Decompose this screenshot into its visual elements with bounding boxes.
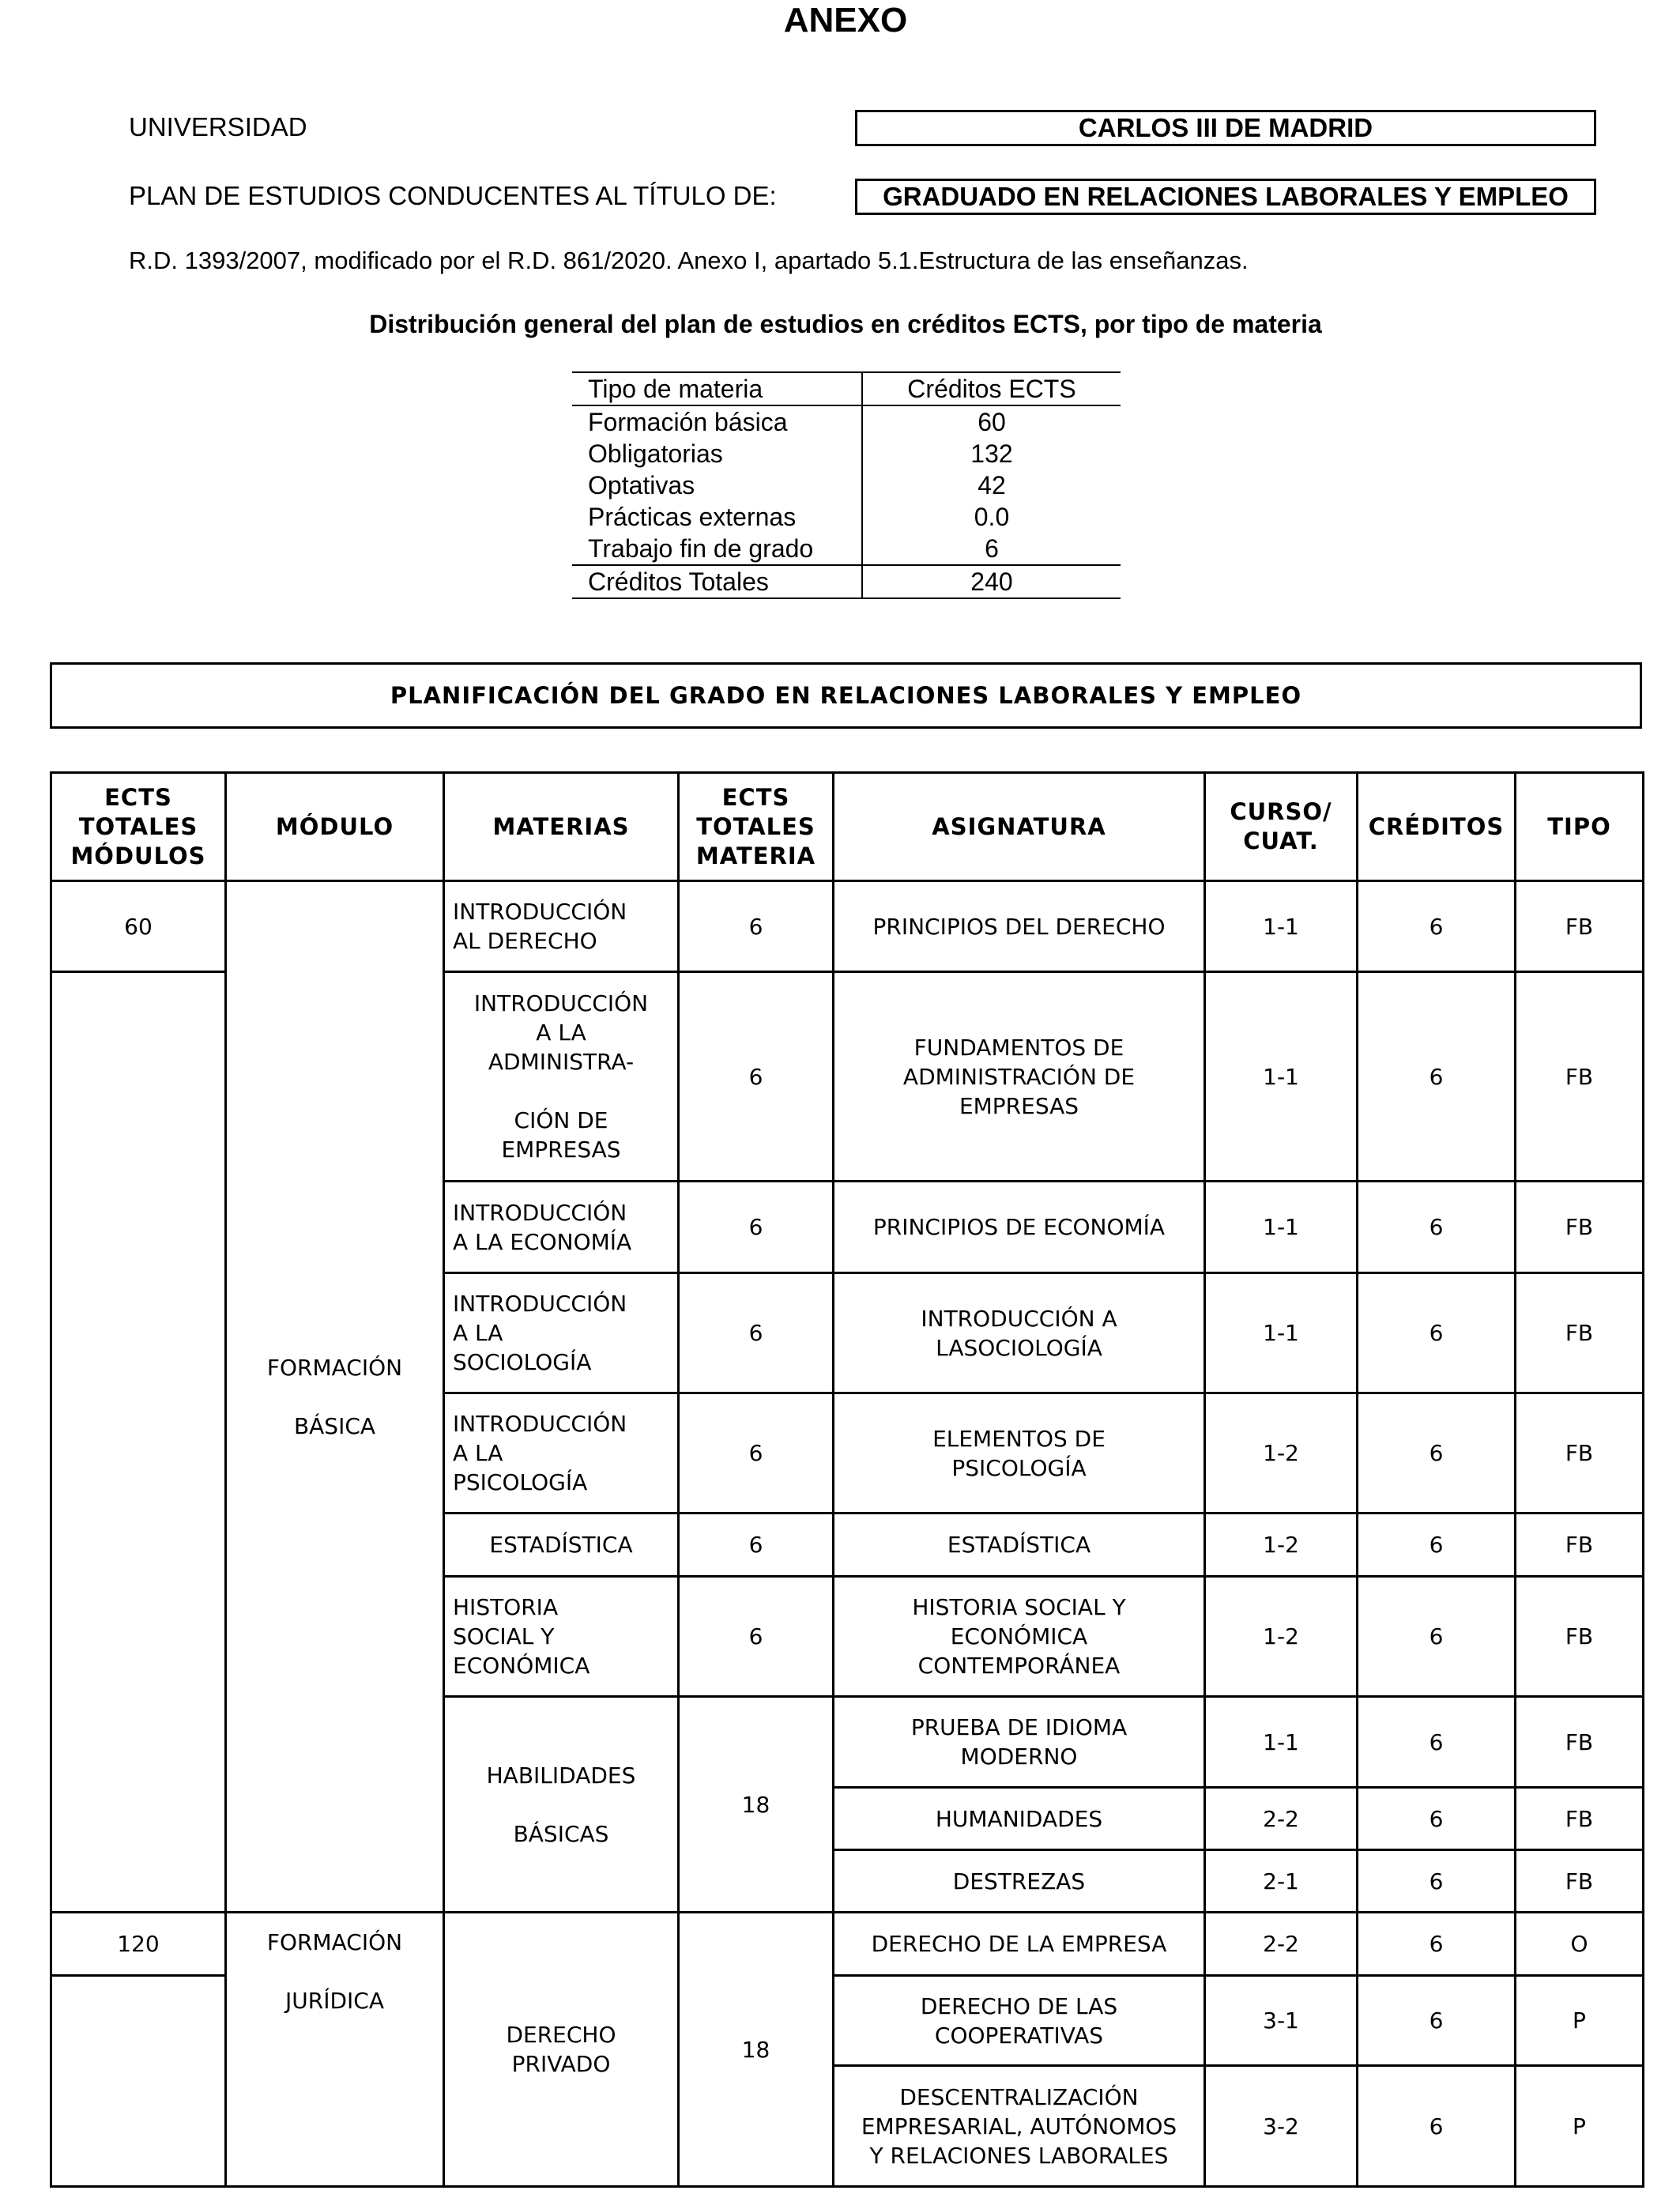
summary-header-row (572, 372, 1121, 405)
asignatura-text: COOPERATIVAS (934, 2022, 1104, 2049)
summary-row (572, 501, 1121, 533)
tipo-cell: O (1516, 1913, 1644, 1976)
materia-cell (444, 1913, 679, 2187)
ects-summary-table (572, 371, 1121, 599)
materia-text: A LA (453, 1320, 503, 1346)
header-ects-materia (679, 773, 834, 881)
asignatura-text: CONTEMPORÁNEA (917, 1653, 1121, 1679)
asignatura-text: PSICOLOGÍA (951, 1454, 1087, 1481)
creditos-cell: 6 (1358, 881, 1516, 972)
materia-text: INTRODUCCIÓN (453, 1411, 627, 1437)
asignatura-cell (834, 1976, 1205, 2066)
asignatura-cell (834, 2066, 1205, 2187)
materia-cell (444, 1577, 679, 1697)
asignatura-cell (834, 1697, 1205, 1788)
module-name-text: FORMACIÓN (266, 1929, 403, 1955)
planning-header-row (51, 773, 1644, 881)
tipo-cell: FB (1516, 881, 1644, 972)
asignatura-text: ADMINISTRACIÓN DE (902, 1063, 1136, 1090)
materia-text: PSICOLOGÍA (453, 1469, 588, 1495)
summary-credits: 6 (985, 534, 999, 563)
creditos-cell: 6 (1358, 972, 1516, 1182)
materia-text: INTRODUCCIÓN (453, 899, 627, 925)
curso-cell: 2-2 (1205, 1788, 1358, 1850)
asignatura-cell: DERECHO DE LA EMPRESA (834, 1913, 1205, 1976)
curso-cell: 1-1 (1205, 881, 1358, 972)
summary-credits: 132 (970, 439, 1013, 468)
materia-cell (444, 1393, 679, 1514)
curso-cell: 1-1 (1205, 972, 1358, 1182)
header-text: ECTS (104, 783, 172, 811)
curso-cell: 1-1 (1205, 1182, 1358, 1273)
header-curso (1205, 773, 1358, 881)
summary-type: Formación básica (572, 405, 862, 438)
summary-type: Obligatorias (572, 438, 862, 469)
asignatura-text: Y RELACIONES LABORALES (869, 2142, 1169, 2169)
summary-credits: 0.0 (974, 503, 1010, 531)
university-value-box: CARLOS III DE MADRID (855, 110, 1596, 146)
module-ects-empty-cell (51, 972, 226, 1913)
header-text: TOTALES (696, 812, 816, 840)
tipo-cell: FB (1516, 1514, 1644, 1577)
tipo-cell: P (1516, 2066, 1644, 2187)
asignatura-text: FUNDAMENTOS DE (913, 1034, 1124, 1061)
asignatura-text: MODERNO (960, 1744, 1078, 1770)
creditos-cell: 6 (1358, 1913, 1516, 1976)
materia-text: INTRODUCCIÓN (453, 1291, 627, 1317)
materia-text: A LA ECONOMÍA (453, 1228, 632, 1255)
header-text: MATERIA (695, 842, 816, 869)
materia-ects-cell: 6 (679, 1393, 834, 1514)
tipo-cell: FB (1516, 1788, 1644, 1850)
module-name-cell (226, 1913, 444, 2187)
summary-row (572, 469, 1121, 501)
rd-reference: R.D. 1393/2007, modificado por el R.D. 861/2020. Anexo I, apartado 5.1.Estructura de las enseñanzas. (129, 247, 1249, 274)
materia-cell: ESTADÍSTICA (444, 1514, 679, 1577)
asignatura-cell: PRINCIPIOS DE ECONOMÍA (834, 1182, 1205, 1273)
module-ects-cell: 120 (51, 1913, 226, 1976)
asignatura-text: EMPRESARIAL, AUTÓNOMOS (861, 2113, 1177, 2139)
materia-ects-cell: 6 (679, 1577, 834, 1697)
table-row (51, 1913, 1644, 1976)
materia-cell (444, 972, 679, 1182)
materia-text: INTRODUCCIÓN (453, 1199, 627, 1226)
header-tipo: TIPO (1516, 773, 1644, 881)
creditos-cell: 6 (1358, 1850, 1516, 1913)
summary-type: Optativas (572, 469, 862, 501)
creditos-cell: 6 (1358, 1577, 1516, 1697)
materia-text: ADMINISTRA- (488, 1049, 635, 1075)
summary-row (572, 438, 1121, 469)
planning-table (50, 771, 1644, 2188)
header-text: TOTALES (78, 812, 198, 840)
summary-type: Prácticas externas (572, 501, 862, 533)
header-text: ECTS (721, 783, 790, 811)
header-creditos: CRÉDITOS (1358, 773, 1516, 881)
materia-text: AL DERECHO (453, 928, 597, 954)
asignatura-cell: HUMANIDADES (834, 1788, 1205, 1850)
summary-col-credits: Créditos ECTS (862, 372, 1121, 405)
asignatura-cell: ESTADÍSTICA (834, 1514, 1205, 1577)
curso-cell: 1-1 (1205, 1697, 1358, 1788)
creditos-cell: 6 (1358, 1182, 1516, 1273)
module-name-cell (226, 881, 444, 1913)
asignatura-text: INTRODUCCIÓN A (921, 1305, 1117, 1332)
creditos-cell: 6 (1358, 1976, 1516, 2066)
distribution-title: Distribución general del plan de estudios en créditos ECTS, por tipo de materia (369, 310, 1322, 338)
materia-ects-cell: 6 (679, 972, 834, 1182)
tipo-cell: FB (1516, 1850, 1644, 1913)
materia-ects-cell: 18 (679, 1697, 834, 1913)
summary-col-type: Tipo de materia (572, 372, 862, 405)
asignatura-cell (834, 1273, 1205, 1393)
summary-credits: 60 (977, 408, 1006, 436)
tipo-cell: FB (1516, 1393, 1644, 1514)
materia-text: ECONÓMICA (453, 1653, 590, 1679)
materia-ects-cell: 18 (679, 1913, 834, 2187)
module-name-text: FORMACIÓN (266, 1354, 403, 1381)
asignatura-text: EMPRESAS (959, 1092, 1079, 1119)
module-name-text: JURÍDICA (285, 1988, 384, 2014)
materia-cell (444, 1697, 679, 1913)
tipo-cell: FB (1516, 1273, 1644, 1393)
materia-ects-cell: 6 (679, 1273, 834, 1393)
tipo-cell: FB (1516, 1182, 1644, 1273)
asignatura-text: DERECHO DE LAS (920, 1992, 1118, 2019)
curso-cell: 1-1 (1205, 1273, 1358, 1393)
materia-text: A LA (453, 1440, 503, 1466)
asignatura-cell: DESTREZAS (834, 1850, 1205, 1913)
materia-text: BÁSICAS (513, 1820, 609, 1847)
module-ects-empty-cell (51, 1976, 226, 2187)
tipo-cell: FB (1516, 972, 1644, 1182)
creditos-cell: 6 (1358, 1697, 1516, 1788)
materia-text: HISTORIA (453, 1594, 559, 1620)
asignatura-cell (834, 1393, 1205, 1514)
asignatura-text: ELEMENTOS DE (932, 1425, 1106, 1452)
materia-text: SOCIOLOGÍA (453, 1349, 592, 1375)
asignatura-cell: PRINCIPIOS DEL DERECHO (834, 881, 1205, 972)
tipo-cell: FB (1516, 1697, 1644, 1788)
planning-banner: PLANIFICACIÓN DEL GRADO EN RELACIONES LABORALES Y EMPLEO (50, 662, 1642, 729)
curso-cell: 3-1 (1205, 1976, 1358, 2066)
university-label: UNIVERSIDAD (129, 112, 307, 141)
header-modulo: MÓDULO (226, 773, 444, 881)
materia-cell (444, 1273, 679, 1393)
curso-cell: 3-2 (1205, 2066, 1358, 2187)
module-ects-cell: 60 (51, 881, 226, 972)
asignatura-cell (834, 1577, 1205, 1697)
materia-text: INTRODUCCIÓN (473, 990, 649, 1016)
header-materias: MATERIAS (444, 773, 679, 881)
creditos-cell: 6 (1358, 1273, 1516, 1393)
creditos-cell: 6 (1358, 1393, 1516, 1514)
plan-label: PLAN DE ESTUDIOS CONDUCENTES AL TÍTULO DE: (129, 181, 777, 210)
asignatura-text: LASOCIOLOGÍA (936, 1334, 1102, 1361)
materia-text: SOCIAL Y (453, 1623, 555, 1649)
asignatura-text: HISTORIA SOCIAL Y (912, 1594, 1126, 1620)
curso-cell: 2-2 (1205, 1913, 1358, 1976)
table-row (51, 881, 1644, 972)
tipo-cell: FB (1516, 1577, 1644, 1697)
curso-cell: 1-2 (1205, 1514, 1358, 1577)
summary-credits: 42 (977, 471, 1006, 499)
header-ects-modulos (51, 773, 226, 881)
materia-ects-cell: 6 (679, 1514, 834, 1577)
summary-row (572, 533, 1121, 565)
materia-text: CIÓN DE (514, 1107, 608, 1133)
creditos-cell: 6 (1358, 1788, 1516, 1850)
asignatura-text: DESCENTRALIZACIÓN (899, 2083, 1139, 2110)
tipo-cell: P (1516, 1976, 1644, 2066)
materia-text: A LA (536, 1020, 586, 1046)
materia-ects-cell: 6 (679, 881, 834, 972)
page-title: ANEXO (783, 1, 908, 40)
curso-cell: 1-2 (1205, 1393, 1358, 1514)
asignatura-text: ECONÓMICA (950, 1623, 1088, 1649)
materia-cell (444, 881, 679, 972)
asignatura-text: PRUEBA DE IDIOMA (910, 1714, 1128, 1740)
header-text: CURSO/ (1230, 798, 1332, 825)
asignatura-cell (834, 972, 1205, 1182)
plan-value-box: GRADUADO EN RELACIONES LABORALES Y EMPLEO (855, 179, 1596, 215)
materia-text: DERECHO (506, 2022, 616, 2048)
materia-text: EMPRESAS (501, 1137, 621, 1163)
summary-type: Trabajo fin de grado (572, 533, 862, 565)
creditos-cell: 6 (1358, 1514, 1516, 1577)
module-name-text: BÁSICA (293, 1412, 376, 1439)
materia-cell (444, 1182, 679, 1273)
summary-row (572, 405, 1121, 438)
materia-text: HABILIDADES (486, 1762, 636, 1789)
materia-ects-cell: 6 (679, 1182, 834, 1273)
header-text: MÓDULOS (70, 842, 206, 869)
header-asignatura: ASIGNATURA (834, 773, 1205, 881)
summary-total-label: Créditos Totales (572, 565, 862, 598)
summary-total-row (572, 565, 1121, 598)
curso-cell: 2-1 (1205, 1850, 1358, 1913)
materia-text: PRIVADO (511, 2051, 611, 2077)
creditos-cell: 6 (1358, 2066, 1516, 2187)
header-text: CUAT. (1243, 827, 1319, 854)
curso-cell: 1-2 (1205, 1577, 1358, 1697)
summary-total-value: 240 (862, 565, 1121, 598)
